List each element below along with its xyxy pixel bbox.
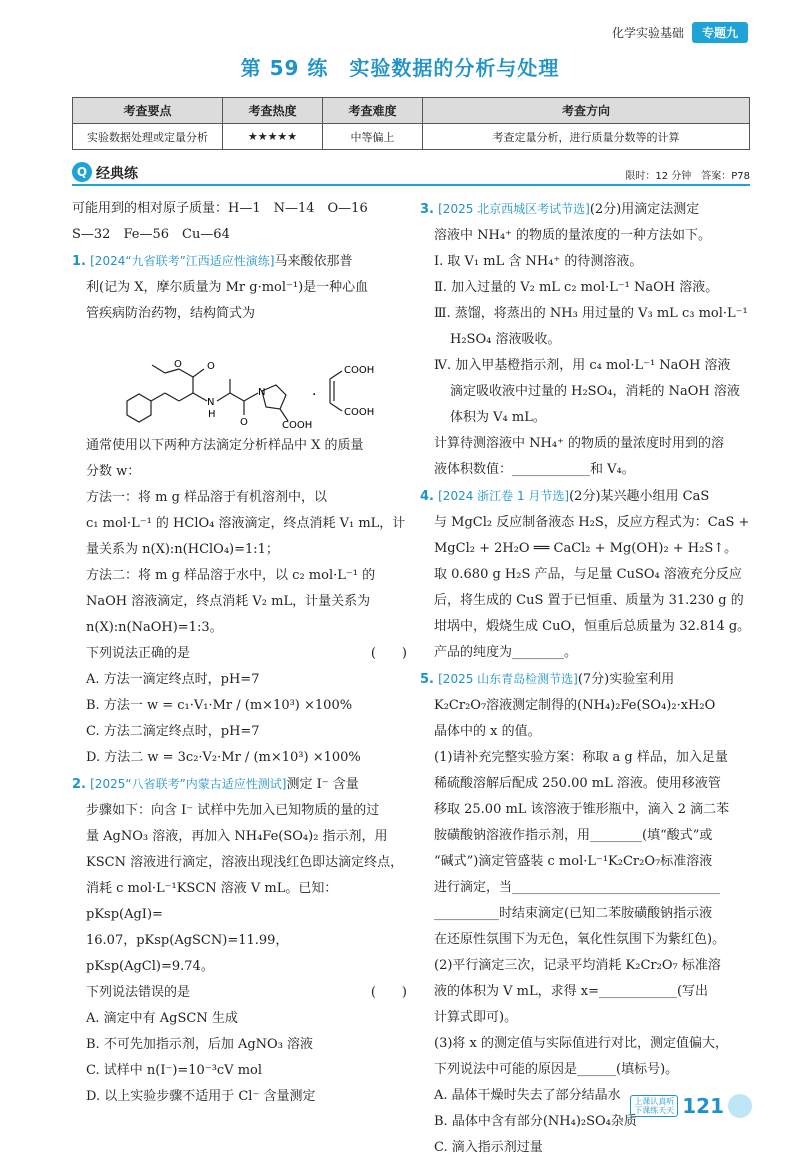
question-text: 晶体中的 x 的值。	[434, 724, 541, 739]
question-prompt	[72, 980, 407, 1006]
table-cell: 考查定量分析，进行质量分数等的计算	[423, 124, 750, 150]
question-text: 与 MgCl₂ 反应制备液态 H₂S，反应方程式为：CaS +	[434, 515, 750, 530]
fill-blank-line[interactable]: 进行滴定，当________________________________	[434, 880, 721, 895]
option-b[interactable]: B. 不可先加指示剂，后加 AgNO₃ 溶液	[86, 1037, 314, 1052]
option-a[interactable]: A. 方法一滴定终点时，pH=7	[86, 672, 260, 687]
step-text: Ⅱ. 加入过量的 V₂ mL c₂ mol·L⁻¹ NaOH 溶液。	[434, 280, 719, 295]
table-cell: 实验数据处理或定量分析	[73, 124, 223, 150]
question-text: 后，将生成的 CuS 置于已恒重、质量为 31.230 g 的	[434, 593, 744, 608]
option-c[interactable]: C. 试样中 n(I⁻)=10⁻³cV mol	[86, 1063, 263, 1078]
option-c[interactable]: C. 滴入指示剂过量	[434, 1140, 543, 1155]
step-text: Ⅲ. 蒸馏，将蒸出的 NH₃ 用过量的 V₃ mL c₃ mol·L⁻¹	[434, 306, 748, 321]
question-text: K₂Cr₂O₇溶液测定制得的(NH₄)₂Fe(SO₄)₂·xH₂O	[434, 698, 716, 713]
step-text: Ⅳ. 加入甲基橙指示剂，用 c₄ mol·L⁻¹ NaOH 溶液	[434, 358, 731, 373]
question-text: 方法二：将 m g 样品溶于水中，以 c₂ mol·L⁻¹ 的	[86, 568, 376, 583]
option-d[interactable]: D. 以上实验步骤不适用于 Cl⁻ 含量测定	[86, 1089, 316, 1104]
question-4	[420, 483, 752, 510]
question-text: 取 0.680 g H₂S 产品，与足量 CuSO₄ 溶液充分反应	[434, 567, 742, 582]
question-text: NaOH 溶液滴定，终点消耗 V₂ mL，计量关系为	[86, 594, 371, 609]
salt-dot: ·	[312, 387, 317, 403]
question-text: (3)将 x 的测定值与实际值进行对比，测定值偏大，	[434, 1036, 729, 1051]
question-number: 5.	[420, 672, 434, 687]
time-answer-info: 限时：12 分钟 答案：P78	[625, 171, 750, 182]
page-footer	[630, 1094, 752, 1118]
table-cell: 中等偏上	[323, 124, 423, 150]
question-source: [2025“八省联考”内蒙古适应性测试]	[90, 777, 287, 791]
fill-blank-line[interactable]: 液的体积为 V mL，求得 x=____________(写出	[434, 984, 709, 999]
step-text: 体积为 V₄ mL。	[450, 410, 546, 425]
intro-line: S—32 Fe—56 Cu—64	[72, 227, 230, 242]
question-number: 1.	[72, 254, 86, 269]
question-text: (1)请补充完整实验方案：称取 a g 样品，加入足量	[434, 750, 728, 765]
question-text: c₁ mol·L⁻¹ 的 HClO₄ 溶液滴定，终点消耗 V₁ mL，计	[86, 516, 406, 531]
question-2	[72, 771, 407, 798]
question-text: (2)平行滴定三次，记录平均消耗 K₂Cr₂O₇ 标准溶	[434, 958, 721, 973]
group-label-cooh: COOH	[344, 365, 375, 376]
fill-blank-line[interactable]: __________时结束滴定(已知二苯胺磺酸钠指示液	[434, 906, 713, 921]
question-text: 通常使用以下两种方法滴定分析样品中 X 的质量	[86, 438, 364, 453]
question-text: 在还原性氛围下为无色，氧化性氛围下为紫红色)。	[434, 932, 726, 947]
atom-label-n: N	[207, 397, 215, 408]
group-label-cooh: COOH	[344, 407, 375, 418]
page-number: 121	[682, 1094, 724, 1118]
group-label-cooh: COOH	[282, 420, 313, 431]
subject-label: 化学实验基础	[611, 26, 684, 40]
option-d[interactable]: D. 方法二 w = 3c₂·V₂·Mr / (m×10³) ×100%	[86, 750, 361, 765]
question-text: 马来酸依那普	[274, 254, 353, 269]
question-text: KSCN 溶液进行滴定，溶液出现浅红色即达滴定终点，	[86, 855, 404, 870]
left-column	[72, 196, 407, 1110]
question-text: 稀硫酸溶解后配成 250.00 mL 溶液。使用移液管	[434, 776, 721, 791]
structural-formula	[72, 329, 407, 429]
question-source: [2024“九省联考”江西适应性演练]	[90, 254, 275, 268]
question-text: 利(记为 X，摩尔质量为 Mr g·mol⁻¹)是一种心血	[86, 280, 369, 295]
question-number: 2.	[72, 777, 86, 792]
table-cell: ★★★★★	[223, 124, 323, 150]
question-text: 步骤如下：向含 I⁻ 试样中先加入已知物质的量的过	[86, 803, 380, 818]
question-5	[420, 666, 752, 693]
slogan-line: 上课认真听	[634, 1097, 675, 1106]
table-header: 考查热度	[223, 98, 323, 124]
table-header: 考查方向	[423, 98, 750, 124]
option-b[interactable]: B. 方法一 w = c₁·V₁·Mr / (m×10³) ×100%	[86, 698, 353, 713]
section-header	[72, 164, 750, 186]
atom-label-o: O	[174, 359, 182, 370]
question-1	[72, 248, 407, 275]
step-text: H₂SO₄ 溶液吸收。	[450, 332, 561, 347]
question-text: 坩埚中，煅烧生成 CuO，恒重后总质量为 32.814 g。	[434, 619, 751, 634]
right-column	[420, 196, 752, 1161]
question-text: 方法一：将 m g 样品溶于有机溶剂中，以	[86, 490, 328, 505]
question-text: 分数 w：	[86, 464, 141, 479]
header-bar	[612, 22, 748, 43]
intro-line: 可能用到的相对原子质量：H—1 N—14 O—16	[72, 201, 368, 216]
question-text: 消耗 c mol·L⁻¹KSCN 溶液 V mL。已知：pKsp(AgI)=	[86, 881, 338, 922]
fill-blank-line[interactable]: 下列说法中可能的原因是______(填标号)。	[434, 1062, 679, 1077]
step-text: Ⅰ. 取 V₁ mL 含 NH₄⁺ 的待测溶液。	[434, 254, 643, 269]
question-text: 管疾病防治药物，结构简式为	[86, 306, 256, 321]
question-number: 4.	[420, 489, 434, 504]
question-text: (2分)某兴趣小组用 CaS	[569, 489, 710, 504]
question-source: [2024 浙江卷 1 月节选]	[438, 489, 570, 503]
atom-label-n: N	[258, 387, 266, 398]
question-text: “碱式”)滴定管盛装 c mol·L⁻¹K₂Cr₂O₇标准溶液	[434, 854, 713, 869]
option-a[interactable]: A. 晶体干燥时失去了部分结晶水	[434, 1088, 621, 1103]
atom-label-o: O	[207, 361, 215, 372]
table-header: 考查难度	[323, 98, 423, 124]
fill-blank-line[interactable]: 液体积数值：____________和 V₄。	[434, 462, 635, 477]
question-source: [2025 北京西城区考试节选]	[438, 202, 590, 216]
question-text: (7分)实验室利用	[577, 672, 675, 687]
search-icon: Q	[72, 162, 92, 182]
question-text: 量 AgNO₃ 溶液，再加入 NH₄Fe(SO₄)₂ 指示剂，用	[86, 829, 388, 844]
question-number: 3.	[420, 202, 434, 217]
question-3	[420, 196, 752, 223]
atom-label-o: O	[240, 417, 248, 428]
step-text: 滴定吸收液中过量的 H₂SO₄，消耗的 NaOH 溶液	[450, 384, 740, 399]
atom-label-h: H	[208, 409, 216, 420]
question-text: 下列说法错误的是	[86, 985, 191, 1000]
question-text: 16.07，pKsp(AgSCN)=11.99，pKsp(AgCl)=9.74。	[86, 933, 289, 974]
page-title: 第 59 练 实验数据的分析与处理	[240, 56, 560, 80]
table-header: 考查要点	[73, 98, 223, 124]
answer-blank[interactable]: ( )	[370, 985, 407, 1000]
question-text: n(X):n(NaOH)=1:3。	[86, 620, 223, 635]
question-text: 计算式即可)。	[434, 1010, 518, 1025]
option-a[interactable]: A. 滴定中有 AgSCN 生成	[86, 1011, 238, 1026]
chapter-badge: 专题九	[692, 22, 748, 43]
question-text: 下列说法正确的是	[86, 646, 191, 661]
question-text: 移取 25.00 mL 该溶液于锥形瓶中，滴入 2 滴二苯	[434, 802, 730, 817]
slogan-line: 下课练天天	[634, 1106, 675, 1115]
question-text: 量关系为 n(X):n(HClO₄)=1:1；	[86, 542, 279, 557]
footer-slogan	[630, 1095, 678, 1117]
question-text: MgCl₂ + 2H₂O ══ CaCl₂ + Mg(OH)₂ + H₂S↑。	[434, 541, 738, 556]
question-source: [2025 山东青岛检测节选]	[438, 672, 578, 686]
question-prompt	[72, 641, 407, 667]
exam-info-table	[72, 97, 750, 150]
answer-blank[interactable]: ( )	[370, 646, 407, 661]
fill-blank-line[interactable]: 产品的纯度为________。	[434, 645, 578, 660]
option-c[interactable]: C. 方法二滴定终点时，pH=7	[86, 724, 260, 739]
question-text: 计算待测溶液中 NH₄⁺ 的物质的量浓度时用到的溶	[434, 436, 725, 451]
fill-blank-line[interactable]: 胺磺酸钠溶液作指示剂，用________(填“酸式”或	[434, 828, 713, 843]
section-title: 经典练	[96, 166, 138, 182]
option-b[interactable]: B. 晶体中含有部分(NH₄)₂SO₄杂质	[434, 1114, 637, 1129]
question-text: 溶液中 NH₄⁺ 的物质的量浓度的一种方法如下。	[434, 228, 712, 243]
question-text: 测定 I⁻ 含量	[286, 777, 359, 792]
mascot-icon	[728, 1094, 752, 1118]
question-text: (2分)用滴定法测定	[589, 202, 700, 217]
molecule-drawing	[72, 329, 407, 429]
